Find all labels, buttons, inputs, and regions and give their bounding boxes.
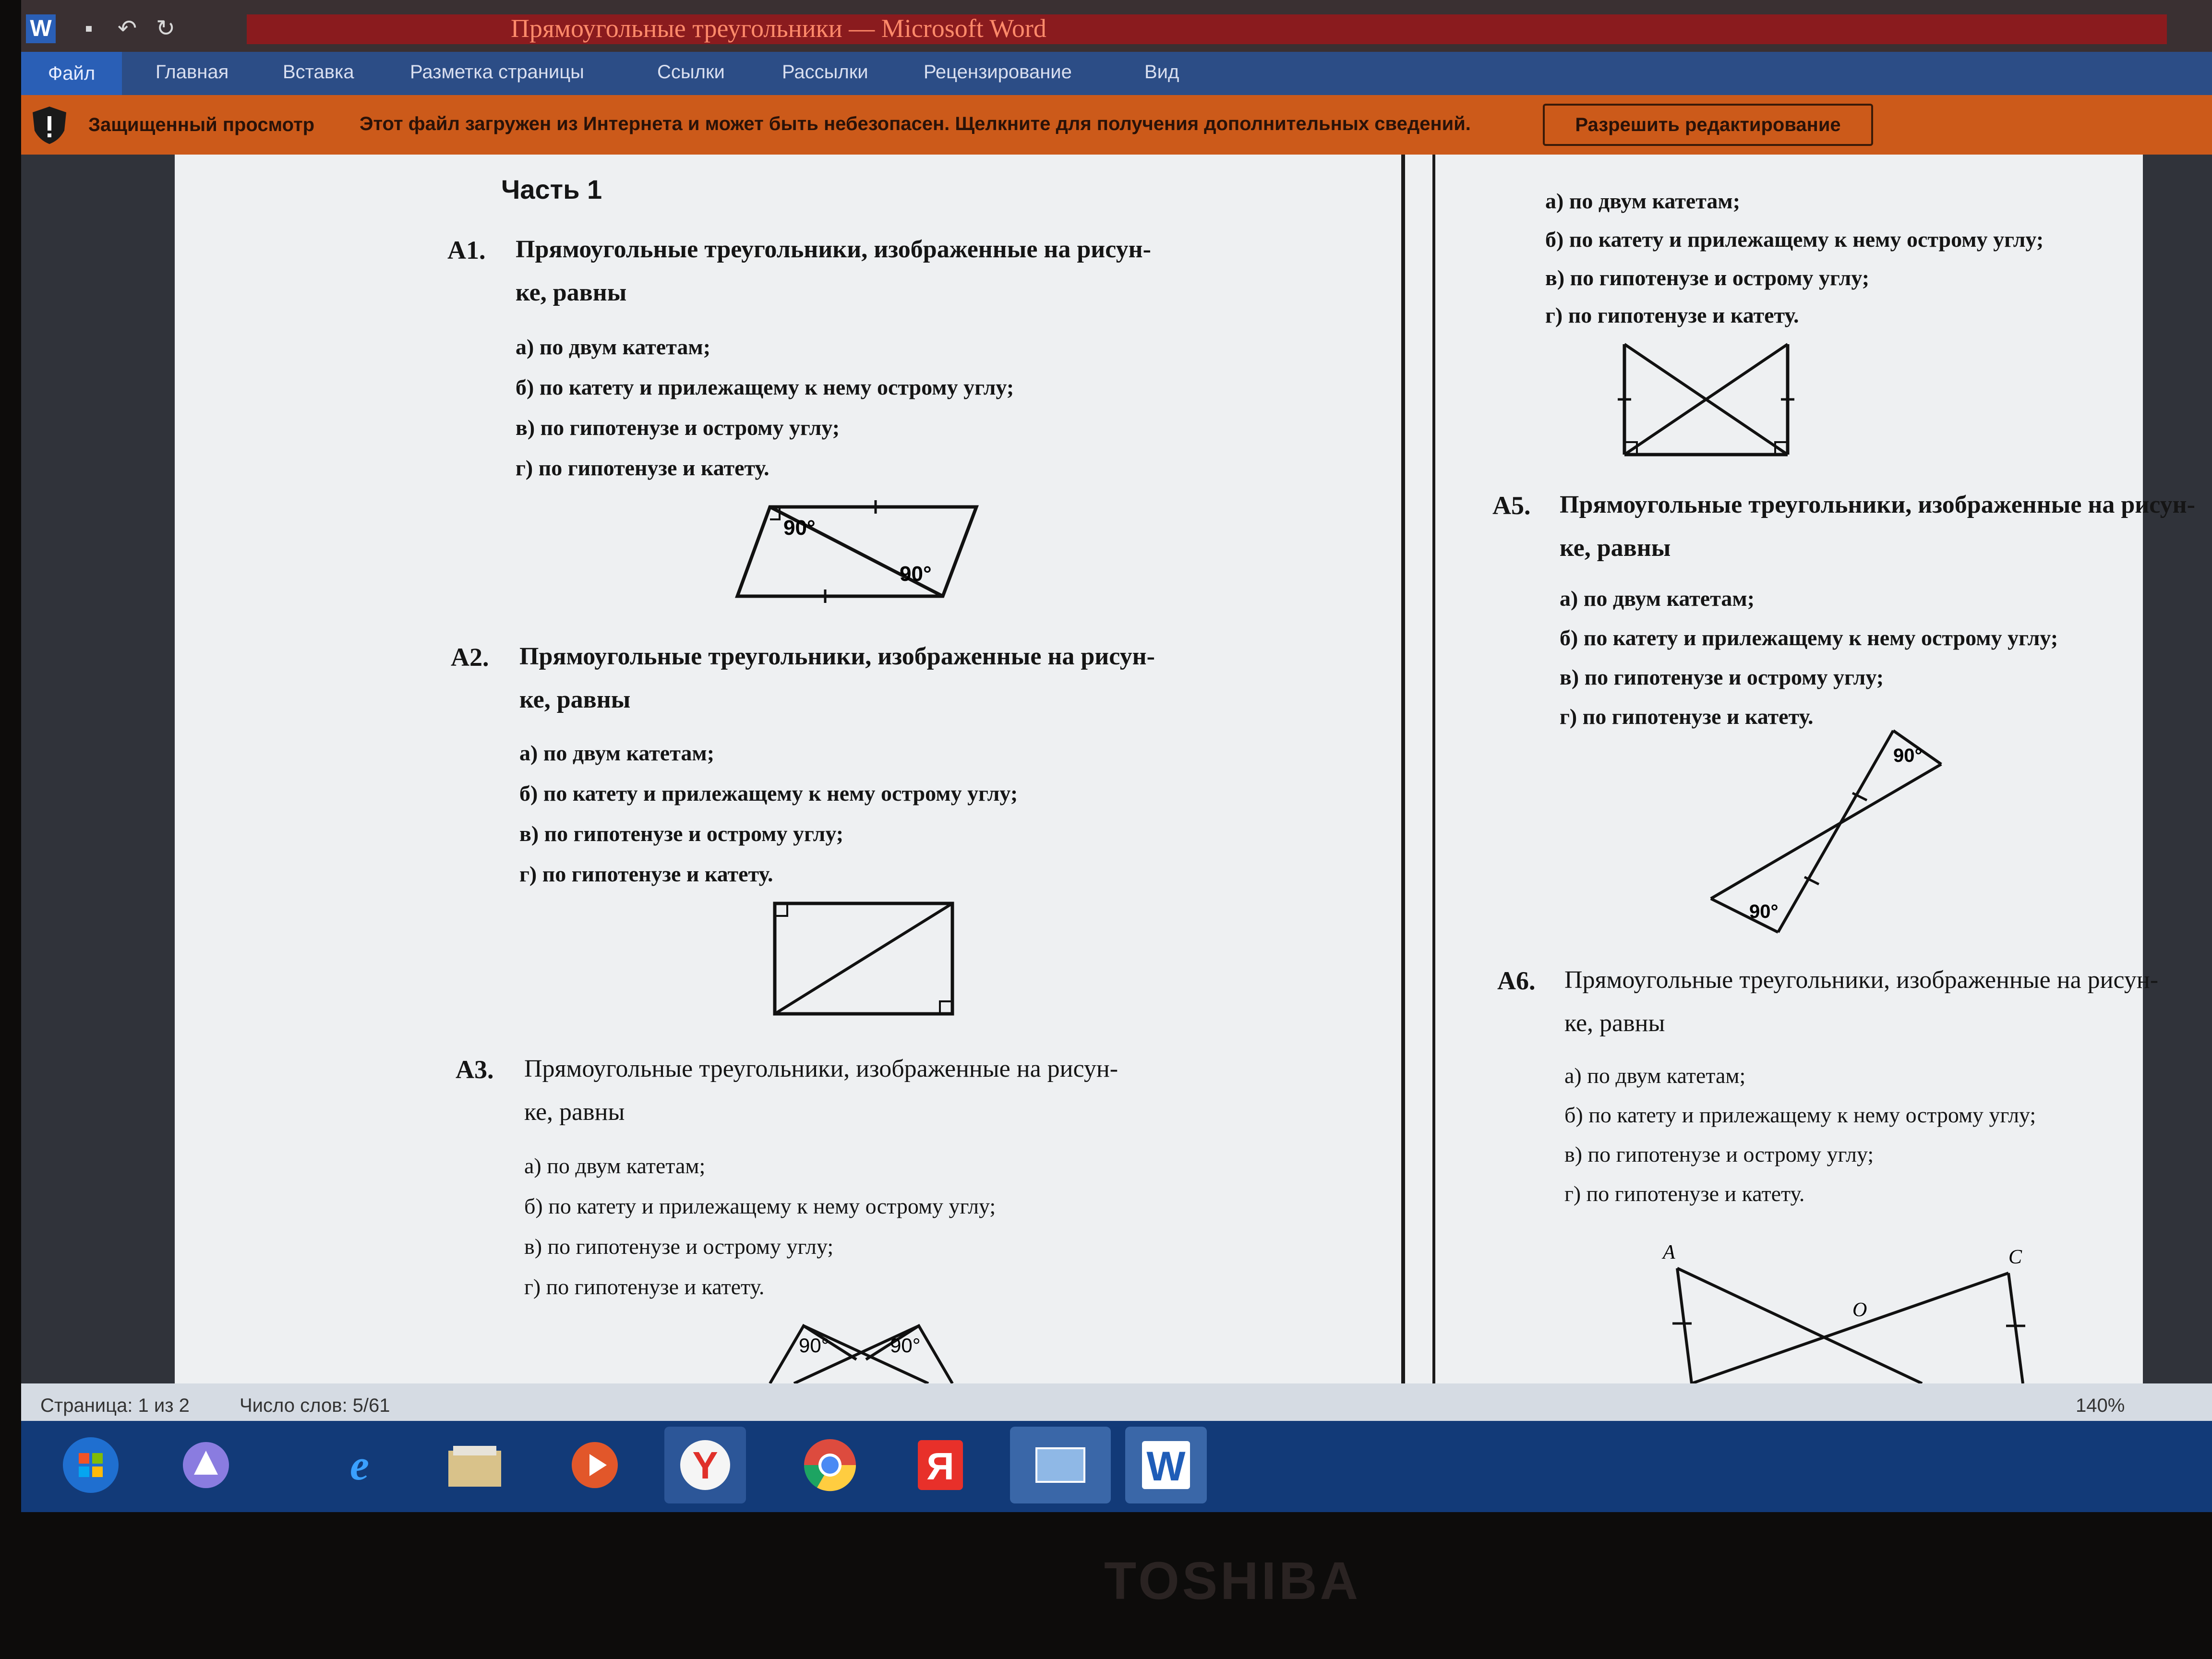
figure-crossed-triangles (760, 1316, 962, 1383)
answer-option: а) по двум катетам; (519, 741, 715, 765)
question-text: ке, равны (519, 686, 631, 713)
save-icon[interactable]: ▪ (84, 16, 93, 41)
tab-review[interactable]: Рецензирование (924, 61, 1072, 83)
tab-home[interactable]: Главная (156, 61, 229, 83)
question-number: A2. (451, 643, 489, 672)
document-page[interactable] (175, 155, 2195, 1383)
tab-insert[interactable]: Вставка (283, 61, 354, 83)
word-count[interactable]: Число слов: 5/61 (240, 1395, 390, 1416)
screen (21, 0, 2212, 1512)
ie-icon[interactable]: e (350, 1441, 369, 1489)
answer-option: г) по гипотенузе и катету. (516, 456, 769, 480)
angle-label: 90° (1893, 745, 1923, 766)
svg-text:W: W (1146, 1443, 1186, 1490)
chrome-icon[interactable] (789, 1427, 871, 1503)
question-number: A5. (1492, 491, 1531, 520)
answer-option: б) по катету и прилежащему к нему острому углу; (1545, 227, 2044, 252)
column-divider (1401, 155, 1405, 1383)
figure-crossing-segments (1653, 1225, 2066, 1383)
document-area (21, 155, 2212, 1383)
ribbon-tabs (21, 52, 2212, 95)
question-text: ке, равны (1564, 1010, 1665, 1037)
angle-label: 90° (890, 1334, 921, 1357)
answer-option: в) по гипотенузе и острому углу; (519, 821, 844, 846)
word-icon[interactable] (1125, 1427, 1207, 1503)
question-number: A6. (1497, 966, 1536, 995)
answer-option: в) по гипотенузе и острому углу; (524, 1234, 834, 1259)
laptop-brand-logo: TOSHIBA (1104, 1551, 1361, 1611)
question-text: ке, равны (524, 1098, 625, 1126)
question-text: Прямоугольные треугольники, изображенные на рисун- (1564, 966, 2159, 994)
window-icon[interactable] (1010, 1427, 1111, 1503)
window-title: Прямоугольные треугольники — Microsoft Word (511, 14, 1046, 43)
cortana-icon[interactable] (165, 1427, 247, 1503)
answer-option: г) по гипотенузе и катету. (519, 862, 773, 886)
undo-icon[interactable]: ↶ (117, 16, 137, 41)
question-number: A1. (447, 236, 486, 264)
shield-icon (31, 106, 68, 145)
column-divider (1432, 155, 1435, 1383)
redo-icon[interactable]: ↻ (156, 16, 176, 41)
question-text: Прямоугольные треугольники, изображенные на рисун- (519, 643, 1155, 670)
question-text: Прямоугольные треугольники, изображенные на рисун- (1560, 491, 2195, 518)
answer-option: б) по катету и прилежащему к нему острому углу; (524, 1194, 996, 1218)
answer-option: б) по катету и прилежащему к нему острому углу; (519, 781, 1018, 805)
protected-view-bar (21, 95, 2212, 155)
answer-option: г) по гипотенузе и катету. (1564, 1181, 1805, 1206)
yandex-icon[interactable] (900, 1427, 981, 1503)
answer-option: в) по гипотенузе и острому углу; (1564, 1142, 1874, 1166)
question-text: Прямоугольные треугольники, изображенные на рисун- (524, 1055, 1118, 1082)
question-text: Прямоугольные треугольники, изображенные на рисун- (516, 236, 1151, 263)
angle-label: 90° (900, 562, 932, 586)
protected-view-label: Защищенный просмотр (88, 114, 315, 135)
answer-option: в) по гипотенузе и острому углу; (1545, 265, 1870, 290)
start-orb-icon[interactable] (50, 1427, 132, 1503)
file-explorer-icon[interactable] (434, 1427, 516, 1503)
answer-option: в) по гипотенузе и острому углу; (1560, 665, 1884, 689)
point-label: A (1663, 1241, 1675, 1263)
word-app-icon[interactable]: W (26, 14, 56, 43)
answer-option: в) по гипотенузе и острому углу; (516, 415, 840, 440)
tab-view[interactable]: Вид (1144, 61, 1179, 83)
figure-rectangle (770, 899, 962, 1019)
answer-option: г) по гипотенузе и катету. (1545, 303, 1799, 327)
figure-parallelogram (732, 500, 981, 611)
svg-text:Y: Y (692, 1444, 718, 1487)
protected-view-message[interactable]: Этот файл загружен из Интернета и может быть небезопасен. Щелкните для получения дополнительных сведений. (360, 113, 1471, 134)
zoom-level[interactable]: 140% (2076, 1395, 2125, 1416)
tab-file[interactable]: Файл (21, 52, 122, 95)
answer-option: б) по катету и прилежащему к нему острому углу; (1560, 625, 2058, 650)
question-text: ке, равны (1560, 534, 1671, 562)
answer-option: б) по катету и прилежащему к нему острому углу; (1564, 1103, 2036, 1127)
tab-mailings[interactable]: Рассылки (782, 61, 868, 83)
tab-references[interactable]: Ссылки (657, 61, 725, 83)
answer-option: а) по двум катетам; (1545, 189, 1741, 213)
media-player-icon[interactable] (554, 1427, 636, 1503)
answer-option: а) по двум катетам; (516, 335, 711, 359)
taskbar (21, 1421, 2212, 1512)
angle-label: 90° (799, 1334, 830, 1357)
svg-text:Я: Я (926, 1445, 954, 1488)
figure-bowtie (1615, 339, 1797, 459)
point-label: O (1852, 1299, 1867, 1321)
answer-option: а) по двум катетам; (1560, 586, 1755, 611)
answer-option: г) по гипотенузе и катету. (1560, 704, 1814, 729)
yandex-browser-icon[interactable] (664, 1427, 746, 1503)
answer-option: а) по двум катетам; (1564, 1063, 1746, 1088)
tab-page-layout[interactable]: Разметка страницы (410, 61, 584, 83)
angle-label: 90° (783, 516, 816, 540)
title-bar (21, 0, 2212, 52)
figure-opposite-triangles (1701, 726, 1989, 937)
enable-editing-button[interactable]: Разрешить редактирование (1543, 104, 1873, 146)
question-number: A3. (456, 1055, 494, 1084)
part-title: Часть 1 (501, 174, 602, 204)
page-count[interactable]: Страница: 1 из 2 (40, 1395, 190, 1416)
angle-label: 90° (1749, 901, 1779, 922)
answer-option: б) по катету и прилежащему к нему острому углу; (516, 375, 1014, 399)
answer-option: а) по двум катетам; (524, 1154, 706, 1178)
point-label: C (2008, 1246, 2022, 1268)
answer-option: г) по гипотенузе и катету. (524, 1274, 765, 1299)
question-text: ке, равны (516, 279, 627, 306)
